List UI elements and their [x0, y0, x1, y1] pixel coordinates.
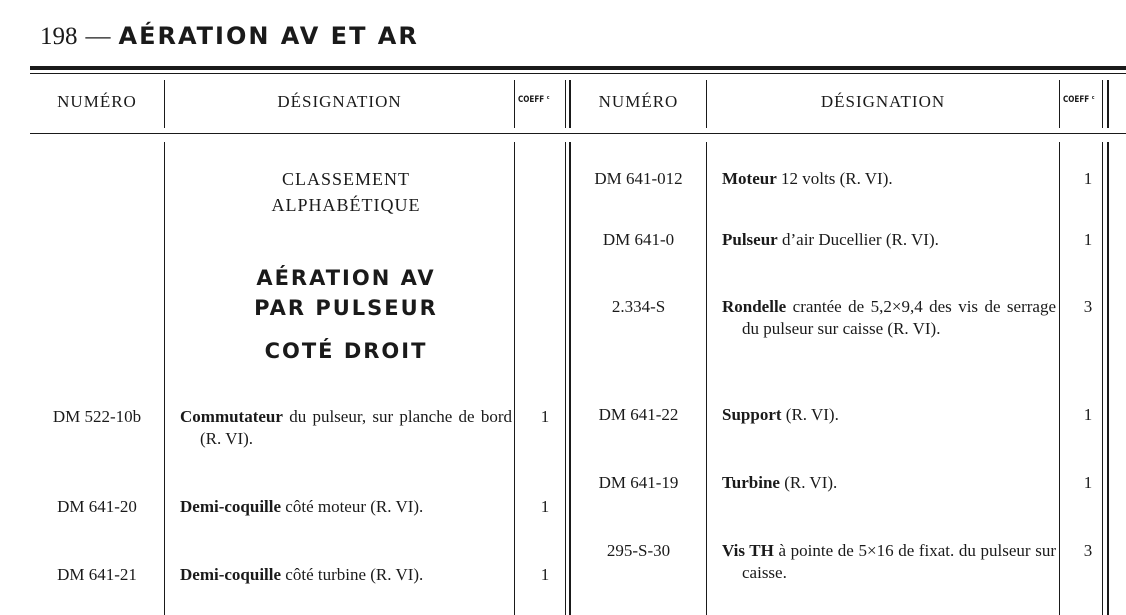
- page-number: 198: [40, 23, 78, 50]
- header-rule-thin: [30, 73, 1126, 74]
- right-row-3-designation-bold: Rondelle: [722, 297, 787, 316]
- right-row-3-designation: [722, 296, 1056, 340]
- right-row-5-designation: [722, 472, 1056, 494]
- classement-line-1: CLASSEMENT: [281, 169, 410, 189]
- right-row-1-numero: DM 641-012: [594, 169, 683, 188]
- column-header-rule: [30, 133, 1126, 134]
- right-row-1-designation-rest: 12 volts (R. VI).: [776, 169, 893, 188]
- right-row-5-coeff: 1: [1083, 473, 1093, 492]
- body-divider-1: [164, 142, 165, 615]
- head-divider-5: [1059, 80, 1060, 128]
- body-divider-3a: [565, 142, 566, 615]
- section-title-line-1: AÉRATION AV: [256, 266, 436, 290]
- head-divider-6b: [1107, 80, 1109, 128]
- right-row-2-designation-rest: d’air Ducellier (R. VI).: [777, 230, 939, 249]
- right-row-4-designation-rest: (R. VI).: [781, 405, 839, 424]
- col-header-coeff-left: COEFF ᶜ: [518, 95, 550, 105]
- left-row-3-numero: DM 641-21: [57, 565, 137, 584]
- left-row-3-designation-rest: côté turbine (R. VI).: [281, 565, 424, 584]
- section-title-line-3: COTÉ DROIT: [264, 339, 428, 363]
- right-row-1-coeff: 1: [1083, 169, 1093, 188]
- header-rule-thick: [30, 66, 1126, 70]
- right-row-4-designation: [722, 404, 1056, 426]
- right-row-2-designation: [722, 229, 1056, 251]
- right-row-1-designation-bold: Moteur: [722, 169, 777, 188]
- page-title: AÉRATION AV ET AR: [118, 22, 419, 50]
- body-divider-6b: [1107, 142, 1109, 615]
- col-header-coeff-right: COEFF ᶜ: [1063, 95, 1095, 105]
- col-header-designation-right: DÉSIGNATION: [820, 92, 946, 111]
- right-row-2-numero: DM 641-0: [602, 230, 675, 249]
- left-row-1-designation: [180, 406, 512, 450]
- classement-heading: [180, 166, 512, 218]
- right-row-3-coeff: 3: [1083, 297, 1093, 316]
- page-header: [40, 22, 419, 56]
- right-row-4-designation-bold: Support: [722, 405, 782, 424]
- right-row-6-coeff: 3: [1083, 541, 1093, 560]
- right-row-3-numero: 2.334-S: [611, 297, 666, 316]
- right-row-2-coeff: 1: [1083, 230, 1093, 249]
- body-divider-5: [1059, 142, 1060, 615]
- body-divider-2: [514, 142, 515, 615]
- left-row-2-designation-rest: côté moteur (R. VI).: [281, 497, 424, 516]
- left-row-2-numero: DM 641-20: [57, 497, 137, 516]
- body-divider-4: [706, 142, 707, 615]
- right-row-6-designation-rest: à pointe de 5×16 de fixat. du pulseur sur caisse.: [742, 541, 1056, 582]
- right-row-4-coeff: 1: [1083, 405, 1093, 424]
- left-row-3-designation: [180, 564, 512, 586]
- page-dash: —: [85, 23, 111, 50]
- left-row-3-coeff: 1: [540, 565, 550, 584]
- right-row-6-designation: [722, 540, 1056, 584]
- right-row-6-designation-bold: Vis TH: [722, 541, 774, 560]
- left-row-3-designation-bold: Demi-coquille: [180, 565, 282, 584]
- right-row-5-designation-rest: (R. VI).: [779, 473, 838, 492]
- left-row-2-coeff: 1: [540, 497, 550, 516]
- right-row-3-designation-rest: crantée de 5,2×9,4 des vis de serrage du pulseur sur caisse (R. VI).: [742, 297, 1056, 338]
- body-divider-6a: [1102, 142, 1103, 615]
- right-row-2-designation-bold: Pulseur: [722, 230, 778, 249]
- left-row-1-coeff: 1: [540, 407, 550, 426]
- right-row-1-designation: [722, 168, 1056, 190]
- head-divider-2: [514, 80, 515, 128]
- left-row-2-designation: [180, 496, 512, 518]
- col-header-numero-right: NUMÉRO: [598, 92, 679, 111]
- section-title-line-2: PAR PULSEUR: [254, 296, 438, 320]
- left-row-1-designation-rest: du pulseur, sur planche de bord (R. VI).: [200, 407, 512, 448]
- right-row-5-numero: DM 641-19: [598, 473, 679, 492]
- classement-line-2: ALPHABÉTIQUE: [271, 195, 421, 215]
- right-row-6-numero: 295-S-30: [606, 541, 671, 560]
- left-row-1-numero: DM 522-10b: [52, 407, 142, 426]
- head-divider-3a: [565, 80, 566, 128]
- left-row-2-designation-bold: Demi-coquille: [180, 497, 282, 516]
- left-row-1-designation-bold: Commutateur: [180, 407, 283, 426]
- col-header-numero-left: NUMÉRO: [57, 92, 137, 111]
- right-row-5-designation-bold: Turbine: [722, 473, 780, 492]
- right-row-4-numero: DM 641-22: [598, 405, 679, 424]
- head-divider-6a: [1102, 80, 1103, 128]
- col-header-designation-left: DÉSIGNATION: [277, 92, 402, 111]
